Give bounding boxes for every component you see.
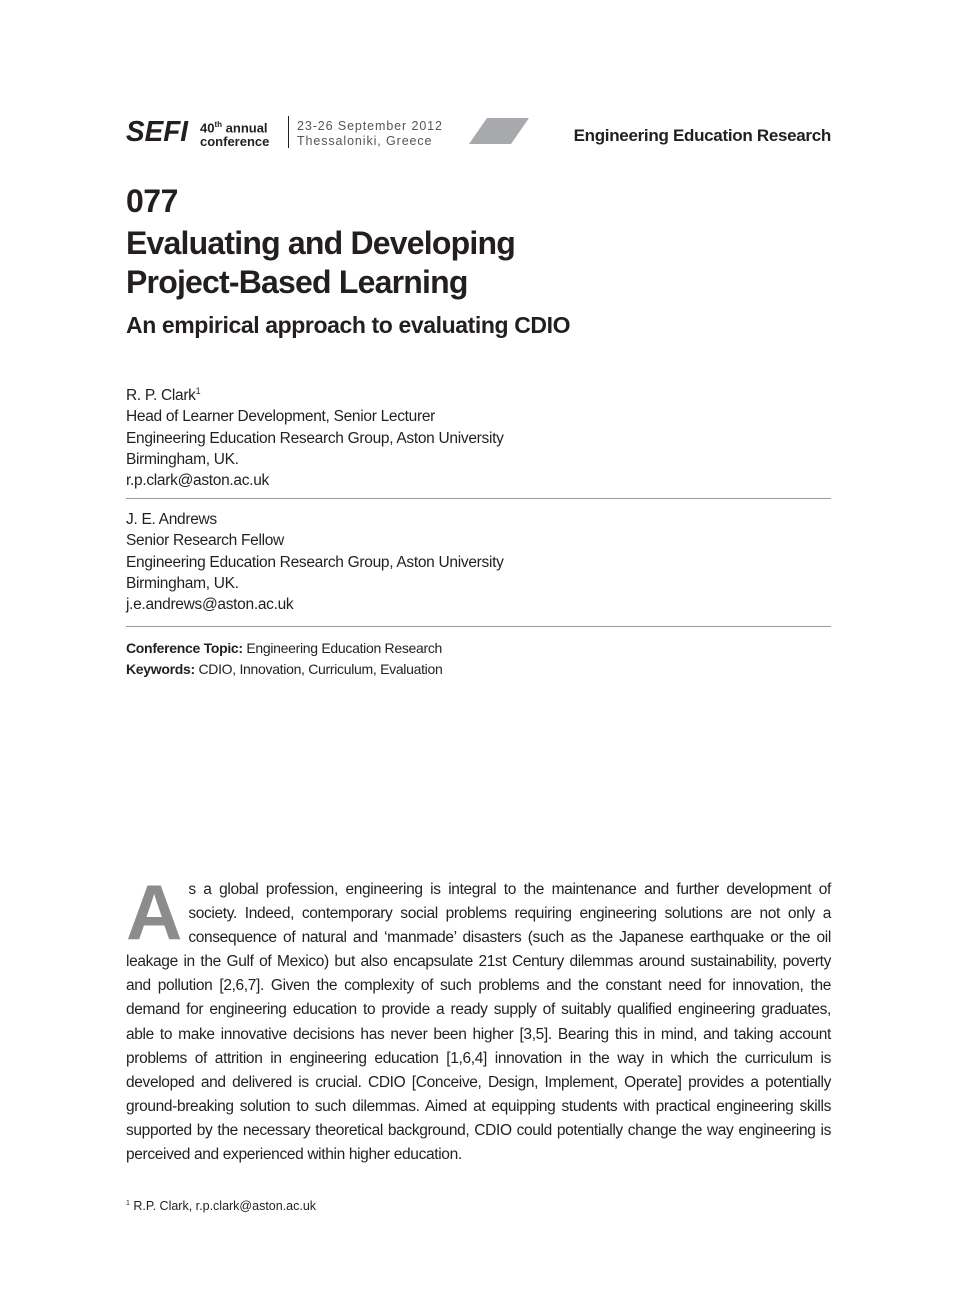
conference-edition bbox=[200, 118, 269, 149]
conf-number: 40 bbox=[200, 120, 215, 136]
paper-meta bbox=[126, 638, 442, 680]
author-name-line bbox=[126, 381, 504, 406]
author-block bbox=[126, 509, 504, 615]
author-role: Senior Research Fellow bbox=[126, 532, 284, 550]
paper-number: 077 bbox=[126, 183, 178, 219]
keywords bbox=[126, 659, 442, 680]
author-email[interactable]: j.e.andrews@aston.ac.uk bbox=[126, 596, 294, 614]
author-name: J. E. Andrews bbox=[126, 511, 217, 528]
conference-topic bbox=[126, 638, 442, 659]
author-block bbox=[126, 381, 504, 492]
divider bbox=[126, 498, 831, 499]
conf-ordinal: th bbox=[214, 120, 223, 129]
section-title: Engineering Education Research bbox=[573, 126, 831, 145]
body-text: s a global profession, engineering is integral to the maintenance and further development of society. Indeed, contemporary social problems requiring engineering solutions are not only a consequence of natural and ‘manmade’ disasters (such as the Japanese earthquake or the oil leakage in the Gulf of Mexico) but also encapsulate 21st Century dilemmas around sustainability, poverty and pollution [2,6,7]. Given the complexity of such problems and the constant need for innovation, the demand for engineering education to provide a ready supply of suitably qualified engineering graduates, able to make innovative decisions has never been higher [3,5]. Bearing this in mind, and taking account problems of attrition in engineering education [1,6,4] innovation in the way in which the curriculum is developed and delivered is crucial. CDIO [Conceive, Design, Implement, Operate] provides a potentially ground-breaking solution to such dilemmas. Aimed at equipping students with practical engineering skills supported by the necessary theoretical background, CDIO could potentially change the way engineering is perceived and experienced within higher education. bbox=[126, 881, 831, 1164]
footnote-text: R.P. Clark, r.p.clark@aston.ac.uk bbox=[129, 1199, 317, 1214]
title-line-2: Project-Based Learning bbox=[126, 264, 468, 300]
decorative-stripe bbox=[469, 118, 529, 144]
paper-subtitle: An empirical approach to evaluating CDIO bbox=[126, 312, 571, 338]
author-group: Engineering Education Research Group, Aston University bbox=[126, 429, 504, 447]
topic-value: Engineering Education Research bbox=[242, 640, 443, 656]
author-name-line bbox=[126, 509, 504, 530]
conference-date: 23-26 September 2012 bbox=[297, 119, 443, 133]
drop-cap: A bbox=[126, 868, 183, 956]
conference-location: Thessaloniki, Greece bbox=[297, 134, 433, 148]
author-footnote-mark: 1 bbox=[195, 386, 201, 396]
footnote-mark: 1 bbox=[126, 1200, 130, 1207]
author-city: Birmingham, UK. bbox=[126, 451, 239, 469]
conf-label: conference bbox=[200, 134, 270, 150]
paper-title bbox=[126, 224, 515, 302]
divider bbox=[126, 626, 831, 627]
author-email[interactable]: r.p.clark@aston.ac.uk bbox=[126, 472, 269, 490]
header-divider bbox=[288, 116, 289, 148]
topic-label: Conference Topic: bbox=[126, 640, 243, 656]
author-role: Head of Learner Development, Senior Lecturer bbox=[126, 408, 436, 426]
footnote bbox=[126, 1196, 316, 1214]
author-name: R. P. Clark bbox=[126, 387, 196, 405]
author-group: Engineering Education Research Group, Aston University bbox=[126, 553, 504, 571]
keywords-label: Keywords: bbox=[126, 661, 195, 677]
svg-text:SEFI: SEFI bbox=[126, 116, 189, 146]
page-header bbox=[126, 112, 831, 152]
conf-annual: annual bbox=[222, 120, 268, 136]
sefi-logo bbox=[126, 116, 190, 146]
keywords-value: CDIO, Innovation, Curriculum, Evaluation bbox=[194, 661, 443, 677]
title-line-1: Evaluating and Developing bbox=[126, 225, 515, 261]
conference-date-location bbox=[297, 119, 443, 149]
body-paragraph bbox=[126, 868, 831, 1167]
author-city: Birmingham, UK. bbox=[126, 574, 239, 592]
